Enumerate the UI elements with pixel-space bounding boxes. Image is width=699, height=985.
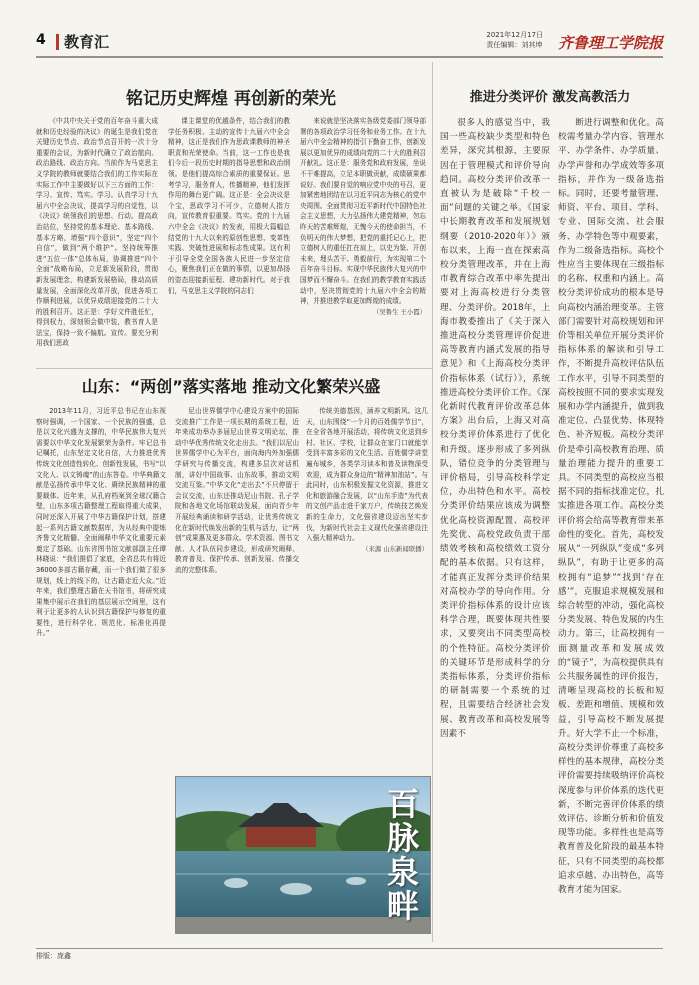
shandong-article-col3-text: 传统美德基因，涵养文明新风。这几天，山东围绕“一个月的百姓儒学节目”，在全省各地开展活动，将传统文化送到乡村、社区、学校，让群众在家门口就能享受到丰富多彩的文化生活。百姓儒学讲堂遍布城乡，各类学习读本和普及读物深受欢迎，成为群众身边的“精神加油站”。与此同时，山东积极发掘文化资源，推进文化和旅游融合发展，以“山东手造”为代表的文创产品走进千家万户，传统技艺焕发新的生命力，文化强省建设迈出坚实步伐，为新时代社会主义现代化强省建设注入强大精神动力。 <box>306 407 428 543</box>
shandong-article-col2-text: 尼山世界儒学中心建设方案中的国际交流推广工作是一项长期的系统工程，近年来成功举办多届尼山世界文明论坛，推动中华优秀传统文化走出去。“我们以尼山世界儒学中心为平台，面向海内外加强儒学研究与传播交流，构建多层次对话机制，讲好中国故事、山东故事，推动文明交流互鉴。”中华文化“走出去”不只停留于会议交流，山东还推动尼山书院、孔子学院和各地文化场馆联动发展，面向青少年开展经典诵读和研学活动，让优秀传统文化在新时代焕发出新的生机与活力，让“两创”成果惠及更多群众。学术资源、图书文献、人才队伍同步建设，形成研究阐释、教育普及、保护传承、创新发展、传播交流的完整体系。 <box>175 407 299 574</box>
history-article-col3 <box>300 116 426 364</box>
layout-credit: 排版：庞鑫 <box>36 952 71 960</box>
page-footer <box>36 948 663 961</box>
evaluation-article-col1 <box>440 116 550 940</box>
shandong-article-credit: （来源 山东新闻联播） <box>362 544 428 553</box>
history-article-col2 <box>168 116 290 364</box>
evaluation-article-col2 <box>558 116 664 940</box>
section-title: 教育汇 <box>64 33 110 51</box>
shandong-article-col3 <box>306 406 428 770</box>
history-article-col3-text: 来说就是坚决落实各级党委部门领导部署的各项政治学习任务和业务工作。在十九届六中全会精神的指引下勤奋工作，创新发展以更加优异的成绩向党的二十大的胜利召开献礼。这正是：服务党和政府发展，坐说不干难提高，立足本职做贡献，成绩硕果都说好。我们要自觉的响应党中央的号召，更加紧密地团结在以习近平同志为核心的党中央周围。全面贯彻习近平新时代中国特色社会主义思想，大力弘扬伟大建党精神，勿忘昨天的苦难辉煌，无愧今天的使命担当，不负明天的伟大梦想，把党的重托记心上，把立德树人的重任扛在肩上，以史为鉴、开创未来，埋头苦干、勇毅前行，为实现第二个百年奋斗目标、实现中华民族伟大复兴的中国梦而不懈奋斗。在我们的教学教育实践活动中，坚决贯彻党的十九届六中全会的精神，并推进教学取更加辉煌的成绩。 <box>300 117 426 306</box>
baimai-spring-photo <box>175 776 431 934</box>
issue-meta <box>486 30 543 50</box>
history-article-col1-text: 《中共中央关于党的百年奋斗重大成就和历史经验的决议》的诞生是我们党在关键历史节点、政治节点召开的一次十分重要的会议，为新时代确立了政治航向、政治路线、政治方向。当前作为马克思主义学院的教师就要结合我们的工作实际在实际工作中主要做好以下三方面的工作：学习、宣传、笃实。学习。认真学习十九届六中全会决议，提高学习的自觉性，以《决议》统领我们的思想、行动。提高政治站位，坚持党的基本理论、基本路线、基本方略，增强“四个意识”，坚定“四个自信”，做到“两个维护”。坚持统筹推进“五位一体”总体布局，协调推进“四个全面”战略布局，立足新发展阶段，贯彻新发展理念，构建新发展格局，推动高质量发展，全面深化改革开放，促进各项工作顺利进展，以优异成绩迎接党的二十大的胜利召开。这正是：学好文件胜任忙，得到权力，深刻领会做中装，教书育人是法宝，保持一致不偏航。宣传。要充分利用我们思政 <box>36 117 158 348</box>
shandong-article-title: 山东：“两创”落实落地 推动文化繁荣兴盛 <box>81 377 381 396</box>
column-divider <box>432 62 433 942</box>
header-accent-bar <box>56 34 59 50</box>
history-article-title: 铭记历史辉煌 再创新的荣光 <box>126 89 336 109</box>
shandong-article-col1 <box>36 406 166 934</box>
evaluation-article-title: 推进分类评价 激发高教活力 <box>469 90 631 105</box>
history-article-col1 <box>36 116 158 364</box>
issue-editor: 责任编辑：刘其坤 <box>486 41 543 49</box>
page-number: 4 <box>36 32 46 48</box>
evaluation-article-col1-text: 很多人的感觉当中，我国一些高校缺少类型和特色差异，深究其根源，主要原因在于管理模式和评价导向趋同。高校分类评价改革一直被认为是破除“千校一面”问题的关键之举。《国家中长期教育改革和发展规划纲要（2010-2020年）》颁布以来，上海一直在探索高校分类管理改革，并在上海市教育综合改革中率先提出要对上海高校进行分类管理、分类评价。2018年，上海市教委推出了《关于深入推进高校分类管理评价促进高等教育内涵式发展的指导意见》和《上海高校分类评价指标体系（试行）》，系统推进高校分类评价工作。《深化新时代教育评价改革总体方案》出台后，上海又对高校分类评价体系进行了优化和升级。逐步形成了多列纵队，错位竞争的分类管理与评价格局，引导高校科学定位，办出特色和水平。高校分类评价结果应该成为调整优化高校资源配置、高校评先奖优、高校党政负责干部绩效考核和高校绩效工资分配的基本依据。只有这样，才能真正发挥分类评价结果对高校办学的导向作用。分类评价指标体系的设计应该科学合理，既要体现共性要求，又要突出不同类型高校的个性特征。高校分类评价的关键环节是形成科学的分类指标体系，分类评价指标的研制需要一个系统的过程，且需要结合经济社会发展、教育改革和高校发展等因素不 <box>440 118 550 739</box>
page-header <box>36 30 663 58</box>
shandong-article-col1-text: 2013年11月，习近平总书记在山东视察时强调，一个国家、一个民族的强盛，总是以文化兴盛为支撑的，中华民族伟大复兴需要以中华文化发展繁荣为条件。牢记总书记嘱托，山东坚定文化自信，大力推进优秀传统文化创造性转化、创新性发展，书写“以文化人、以文铸魂”的山东答卷。中华典籍文献是弘扬传承中华文化、赓续民族精神的重要载体。近年来，从孔府档案到全球汉籍合璧，山东多项古籍整理工程取得重大成果，同时还深入开展了中华古籍保护计划，搭建起一系列古籍文献数据库，为从经典中提炼齐鲁文化精髓、全面阐释中华文化重要元素奠定了基础。山东省图书馆文献部副主任谭林晓说：“我们推倡了家底，全省总共有将近36000多部古籍存藏，而一个我们做了很多规划，线上的线下的，让古籍走近大众。”近年来，我们整理古籍在天书馆书，将研究成果集中展示在我们的基层展示空间里，这有利于让更多的人认识到古籍保护与修复的重要性，进行科学化、规范化、标准化再提升。” <box>36 407 166 638</box>
shandong-article-col2 <box>175 406 299 770</box>
newspaper-masthead: 齐鲁理工学院报 <box>557 34 663 52</box>
article-divider <box>36 368 432 369</box>
issue-date: 2021年12月17日 <box>486 31 543 39</box>
evaluation-article-col2-text: 断进行调整和优化。高校需考量办学内容、管理水平、办学条件、办学质量、办学声誉和办学成效等多项指标，并作为一级备选指标。同时，还要考量管理、师资、平台、项目、学科、专业、国际交流、社会服务、办学特色等中观要素，作为二级备选指标。高校个性应当主要体现在三级指标的名称、权重和内涵上。高校分类评价成功的根本是导向高校内涵治理变革。主管部门需要针对高校规划和评价等相关单位开展分类评价指标体系的解读和引导工作，不断提升高校评估队伍工作水平，引导不同类型的高校按照不同的要求实现发展和办学内涵提升，做到我准定位、凸显优势、体现特色、补齐短板。高校分类评价是牵引高校教育治理、质量治理能力提升的重要工具。不同类型的高校应当根据不同的指标找准定位，扎实推进各项工作。高校分类评价将会给高等教育带来革命性的变化。首先，高校发展从“一列纵队”变成“多列纵队”，有助于让更多的高校拥有“追梦”“找到‘存在感’”，克服追求规模发展和综合转型的冲动，强化高校分类发展、特色发展的内生动力。第三，让高校拥有一面测量改革和发展成效的“镜子”，为高校提供具有公共服务属性的评价报告，清晰呈现高校的长板和短板、差距和增值、规模和效益，引导高校不断发展提升。好大学不止一个标准，高校分类评价尊重了高校多样性的基本规律，高校分类评价需要持续吸纳评价高校深度参与评价体系的迭代更新，不断完善评价体系的绩效评估、诊断分析和价值发现等功能。多样性也是高等教育普及化阶段的最基本特征，只有不同类型的高校都追求卓越、办出特色，高等教育才能为国家。 <box>558 118 664 895</box>
history-article-col2-text: 课主课堂的优越条件，结合我们的教学任务积极、主动的宣传十九届六中全会精神，这正是我们作为思政课教师的神圣职责和光荣使命。当前，这一工作也是我们今后一段历史时期的指导思想和政治纲领。是他们提高综合素质的重要保证。思考学习，服务育人，传播精神，他们发挥作用的舞台更广阔。这正是：全会决议是个宝，思政学习不可少，立德树人指方向，宣传教育很重要。笃实。党的十九届六中全会《决议》的发表，用极大篇幅总结党的十九大以来的原创性思想、变革性实践、突破性进展和标志性成果。这有利于引导全党全国各族人民进一步坚定信心，聚焦我们正在做的事情，以更加昂扬的姿态迎接新征程、建功新时代。对于我们，马克思主义学院的同志们 <box>168 117 290 295</box>
history-article-credit: （吴鲁生 王小霞） <box>372 307 426 316</box>
photo-caption: 百脉泉畔 <box>386 785 419 925</box>
